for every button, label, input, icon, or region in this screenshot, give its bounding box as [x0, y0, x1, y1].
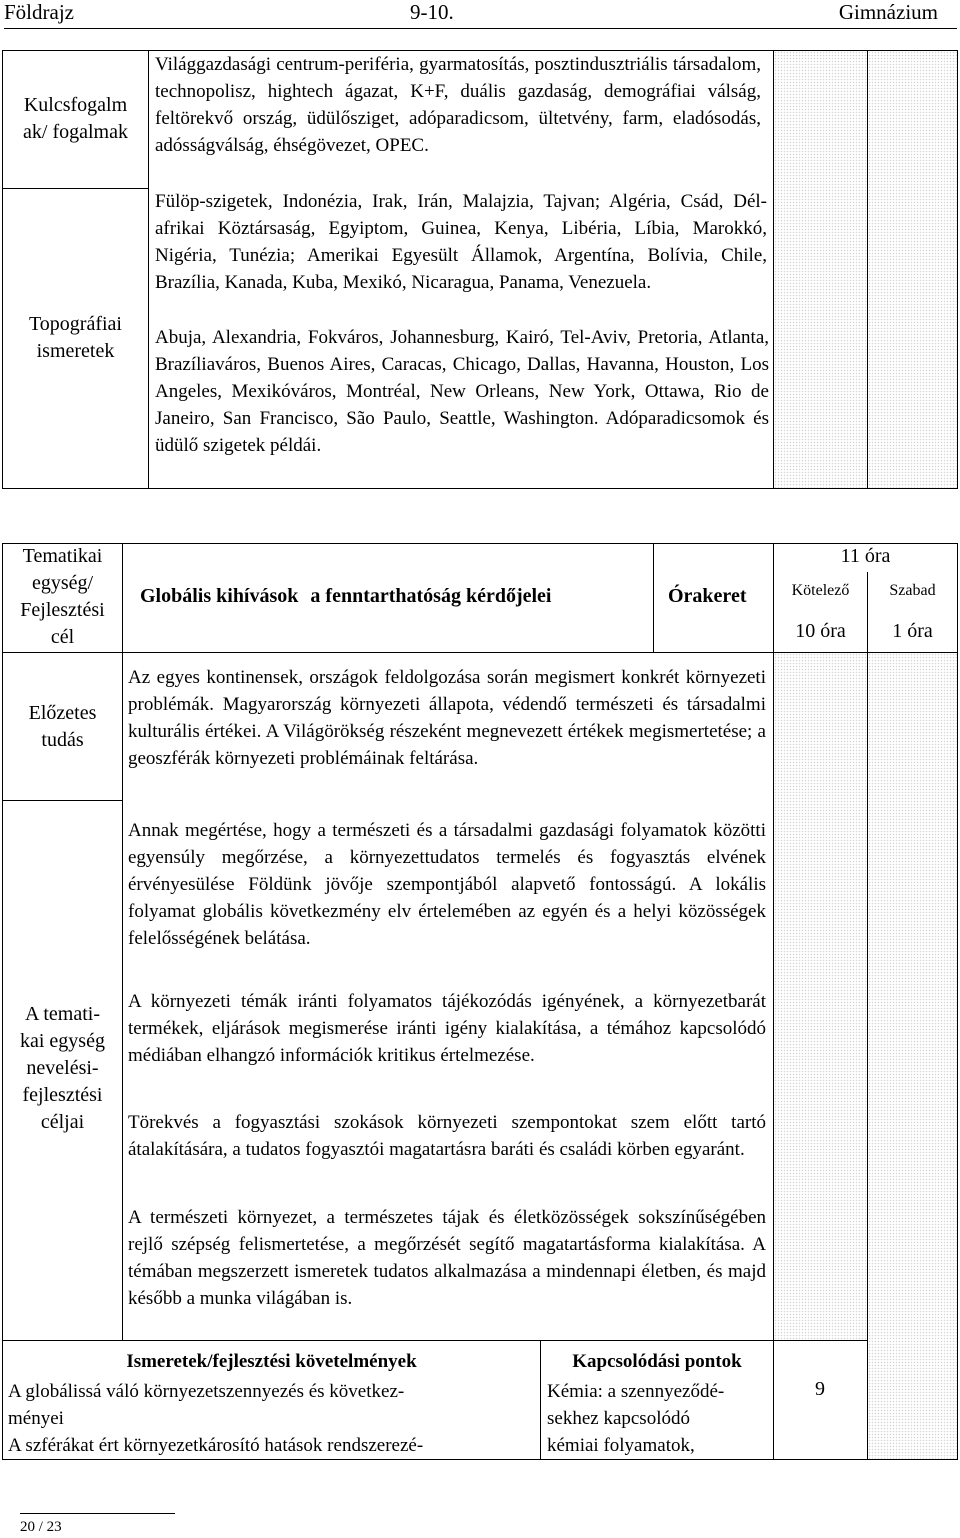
req-header: Ismeretek/fejlesztési követelmények	[126, 1351, 417, 1372]
celjai-label: A temati- kai egység nevelési- fejlesztési céljai	[20, 1003, 105, 1133]
hatched-cell	[868, 653, 957, 1459]
unit-table-border-right	[957, 543, 958, 1460]
szabad-hours: 1 óra	[892, 620, 933, 642]
hatched-cell	[774, 653, 867, 1340]
conn-text: Kémia: a szennyeződé- sekhez kapcsolódó kémiai folyamatok,	[547, 1381, 725, 1456]
req-hours: 9	[815, 1378, 825, 1400]
header-grade: 9-10.	[410, 0, 454, 24]
kotelezo-label: Kötelező	[791, 582, 850, 599]
hatched-cell	[774, 51, 867, 488]
tematikai-label: Tematikai egység/ Fejlesztési cél	[20, 545, 105, 648]
kotelezo-hours: 10 óra	[795, 620, 846, 642]
header-rule	[4, 28, 957, 29]
unit-table-border-bottom	[2, 1459, 958, 1460]
header-subject: Földrajz	[4, 0, 74, 24]
kulcsfogalmak-text: Világgazdasági centrum-periféria, gyarmatosítás, posztindusztriális társadalom, technopolisz, hightech ágazat, K+F, duális gazdaság, demográfiai válság, feltörekvő ország, üdülősziget, adóparadicsom, ültetvény, farm, eladósodás, adósságválság, éhségövezet, OPEC.	[155, 54, 761, 156]
unit-title: Globális kihívások a fenntarthatóság kérdőjelei	[140, 585, 552, 607]
goal-1: Annak megértése, hogy a természeti és a társadalmi gazdasági folyamatok közötti egyensúly megőrzése, a környezettudatos termelés és fogyasztás elvének érvényesülése Földünk jövője szempontjából alapvető fontosságú. A lokális folyamat globális következmény elv értelemében az egyén és a helyi közösségek felelősségének belátása.	[128, 820, 766, 949]
elozetes-text: Az egyes kontinensek, országok feldolgozása során megismert konkrét környezeti problémák. Magyarország környezeti állapota, védendő természeti és társadalmi kulturális értékei. A Világörökség részeként megnevezett értékek megismertetése; a geoszférák környezeti problémáinak feltárása.	[128, 667, 766, 769]
top-table-col-divider	[148, 50, 149, 489]
unit-table-col-label	[122, 543, 123, 1341]
unit-table-col-orakeret	[653, 543, 654, 653]
top-table-row-divider	[2, 188, 148, 189]
total-hours: 11 óra	[840, 545, 891, 567]
goal-4: A természeti környezet, a természetes tájak és életközösségek sokszínűségében rejlő szépség felismertetése, a megőrzését segítő magatartásforma kialakítása. A témában megszerzett ismeretek tudatos alkalmazása a mindennapi életben, és majd később a munka világában is.	[128, 1207, 766, 1309]
topografiai-label: Topográfiai ismeretek	[28, 313, 122, 362]
footer-rule	[20, 1513, 175, 1514]
req-text: A globálissá váló környezetszennyezés és következ- ményei A szférákat ért környezetkárosító hatások rendszerezé-	[8, 1381, 424, 1456]
page-number: 20 / 23	[20, 1519, 62, 1535]
goal-3: Törekvés a fogyasztási szokások környezeti szempontokat szem előtt tartó átalakítására, a tudatos fogyasztói magatartásra baráti és családi körben egyaránt.	[128, 1112, 766, 1160]
szabad-label: Szabad	[889, 582, 936, 599]
kulcsfogalmak-label: Kulcsfogalm ak/ fogalmak	[23, 94, 128, 143]
topo-countries-text: Fülöp-szigetek, Indonézia, Irak, Irán, Malajzia, Tajvan; Algéria, Csád, Dél-afrikai Köztársaság, Egyiptom, Guinea, Kenya, Libéria, Líbia, Marokkó, Nigéria, Tunézia; Amerikai Egyesült Államok, Argentína, Bolívia, Chile, Brazília, Kanada, Kuba, Mexikó, Nicaragua, Panama, Venezuela.	[155, 191, 767, 293]
elozetes-label: Előzetes tudás	[28, 702, 97, 751]
unit-table-border-top	[2, 543, 958, 544]
orakeret-label: Órakeret	[668, 585, 747, 607]
header-school: Gimnázium	[838, 0, 938, 24]
conn-header: Kapcsolódási pontok	[572, 1351, 742, 1372]
unit-table-divider-req	[2, 1340, 958, 1341]
hatched-cell	[868, 51, 957, 488]
page-header	[0, 0, 960, 28]
goal-2: A környezeti témák iránti folyamatos tájékozódás igényének, a környezetbarát termékek, eljárások megismerése iránti igény kialakítása, a témához kapcsolódó médiában elhangzó információk kritikus értelmezése.	[128, 991, 766, 1066]
top-table-border-bottom	[2, 488, 958, 489]
unit-table-divider-elozetes	[2, 800, 122, 801]
topo-cities-text: Abuja, Alexandria, Fokváros, Johannesburg, Kairó, Tel-Aviv, Pretoria, Atlanta, Brazíliaváros, Buenos Aires, Caracas, Chicago, Dallas, Havanna, Houston, Los Angeles, Mexikóváros, Montréal, New Orleans, New York, Ottawa, Rio de Janeiro, San Francisco, São Paulo, Seattle, Washington. Adóparadicsomok és üdülő szigetek példái.	[155, 327, 769, 456]
top-table-border-right	[957, 50, 958, 489]
